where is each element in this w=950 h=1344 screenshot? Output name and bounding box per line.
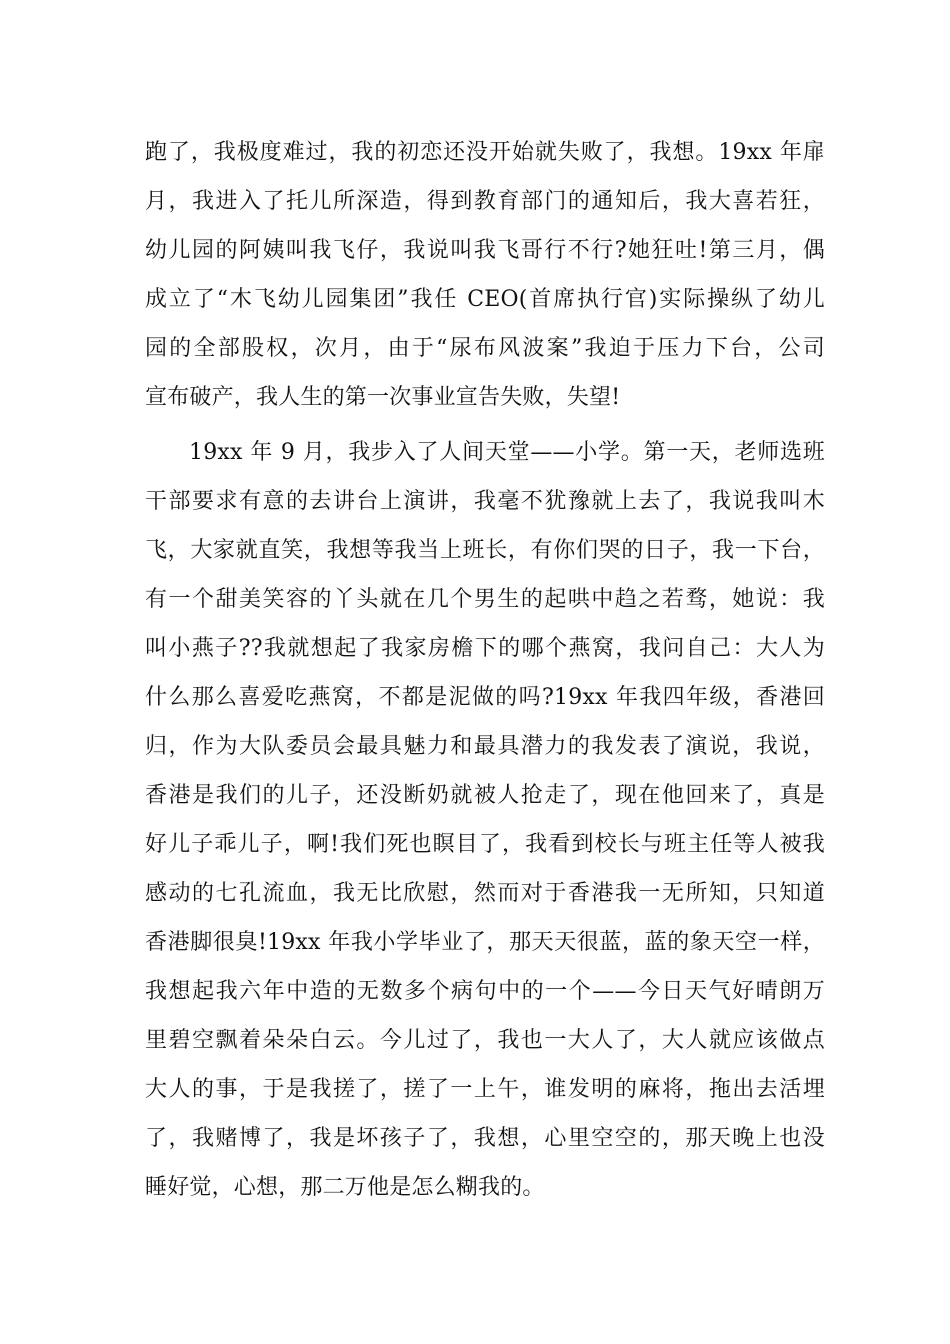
paragraph-1 <box>145 128 825 422</box>
text-line: 跑了，我极度难过，我的初恋还没开始就失败了，我想。19xx 年扉 <box>145 140 825 165</box>
text-line: 感动的七孔流血，我无比欣慰，然而对于香港我一无所知，只知道 <box>145 881 825 906</box>
text-line: 大人的事，于是我搓了，搓了一上午，谁发明的麻将，拖出去活埋 <box>145 1077 825 1102</box>
text-line: 月，我进入了托儿所深造，得到教育部门的通知后，我大喜若狂， <box>145 189 825 214</box>
text-line: 叫小燕子??我就想起了我家房檐下的哪个燕窝，我问自己：大人为 <box>145 636 825 661</box>
text-line: 睡好觉，心想，那二万他是怎么糊我的。 <box>145 1175 545 1200</box>
document-body <box>145 128 825 1212</box>
text-line: 香港脚很臭!19xx 年我小学毕业了，那天天很蓝，蓝的象天空一样， <box>145 930 825 955</box>
text-line: 宣布破产，我人生的第一次事业宣告失败，失望! <box>145 385 621 410</box>
paragraph-2 <box>145 428 825 1212</box>
text-line: 有一个甜美笑容的丫头就在几个男生的起哄中趋之若骛，她说：我 <box>145 587 825 612</box>
text-line: 成立了“木飞幼儿园集团”我任 CEO(首席执行官)实际操纵了幼儿 <box>145 287 825 312</box>
text-line: 我想起我六年中造的无数多个病句中的一个——今日天气好晴朗万 <box>145 979 825 1004</box>
text-line: 什么那么喜爱吃燕窝，不都是泥做的吗?19xx 年我四年级，香港回 <box>145 685 825 710</box>
text-line: 了，我赌博了，我是坏孩子了，我想，心里空空的，那天晚上也没 <box>145 1126 825 1151</box>
text-line: 干部要求有意的去讲台上演讲，我毫不犹豫就上去了，我说我叫木 <box>145 489 825 514</box>
text-line: 园的全部股权，次月，由于“尿布风波案”我迫于压力下台，公司 <box>145 336 825 361</box>
text-line: 幼儿园的阿姨叫我飞仔，我说叫我飞哥行不行?她狂吐!第三月，偶 <box>145 238 825 263</box>
text-line: 飞，大家就直笑，我想等我当上班长，有你们哭的日子，我一下台， <box>145 538 825 563</box>
text-line: 里碧空飘着朵朵白云。今儿过了，我也一大人了，大人就应该做点 <box>145 1028 825 1053</box>
text-line: 好儿子乖儿子，啊!我们死也瞑目了，我看到校长与班主任等人被我 <box>145 832 825 857</box>
text-line: 归，作为大队委员会最具魅力和最具潜力的我发表了演说，我说， <box>145 734 825 759</box>
text-line: 19xx 年 9 月，我步入了人间天堂——小学。第一天，老师选班 <box>189 440 825 465</box>
text-line: 香港是我们的儿子，还没断奶就被人抢走了，现在他回来了，真是 <box>145 783 825 808</box>
